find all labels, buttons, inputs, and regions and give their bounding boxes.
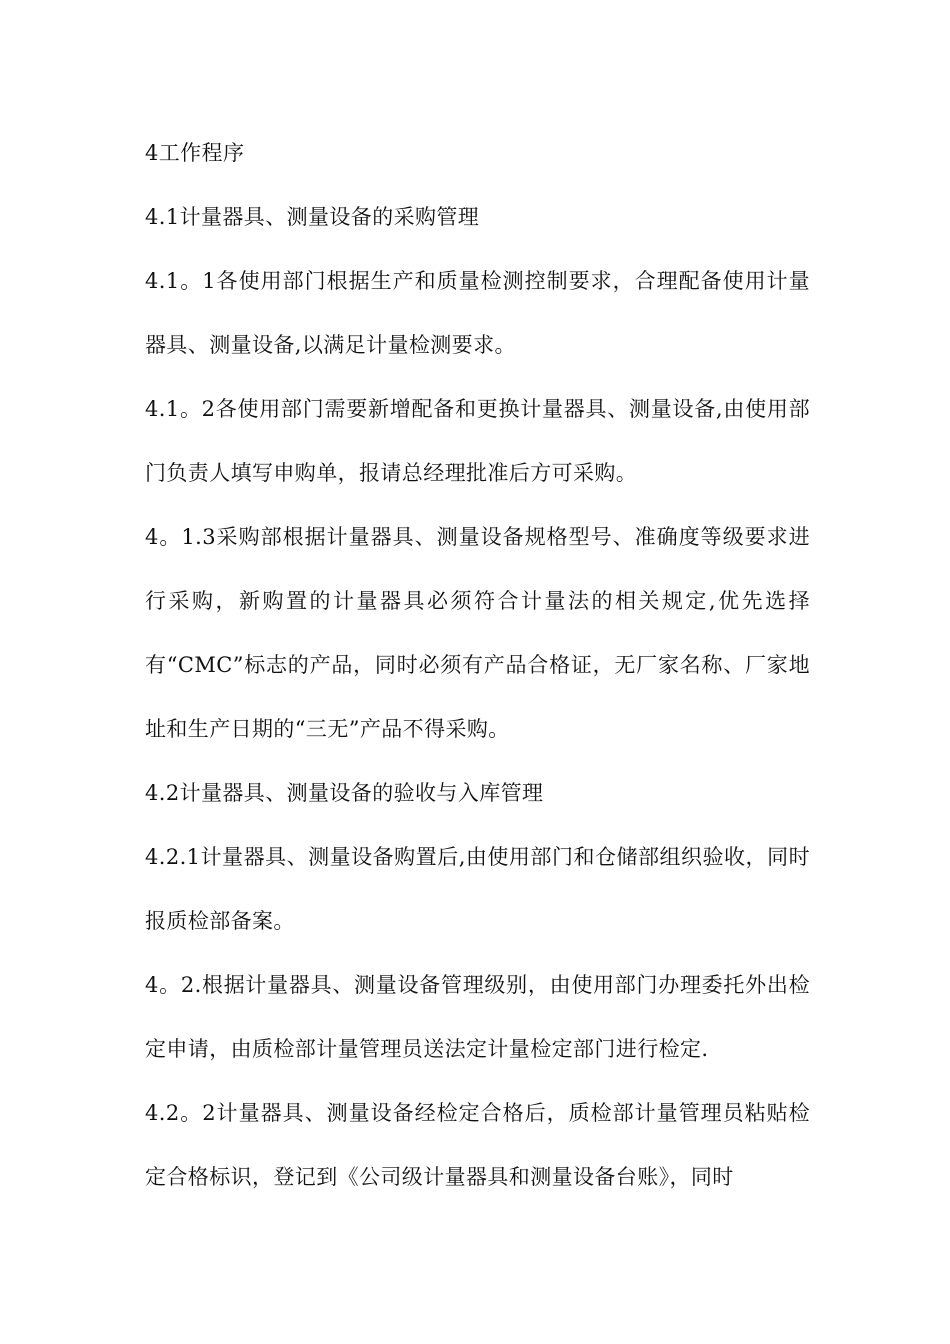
body-paragraph: 4.2。2计量器具、测量设备经检定合格后，质检部计量管理员粘贴检定合格标识，登记到《公司级计量器具和测量设备台账》，同时 bbox=[145, 1101, 810, 1189]
subsection-heading: 4.2计量器具、测量设备的验收与入库管理 bbox=[145, 781, 544, 805]
body-paragraph: 4.1。2各使用部门需要新增配备和更换计量器具、测量设备,由使用部门负责人填写申购单，报请总经理批准后方可采购。 bbox=[145, 397, 810, 485]
body-paragraph: 4。1.3采购部根据计量器具、测量设备规格型号、准确度等级要求进行采购，新购置的计量器具必须符合计量法的相关规定,优先选择有“CMC”标志的产品，同时必须有产品合格证，无厂家名称、厂家地址和生产日期的“三无”产品不得采购。 bbox=[145, 525, 810, 741]
body-paragraph: 4.2.1计量器具、测量设备购置后,由使用部门和仓储部组织验收，同时报质检部备案。 bbox=[145, 845, 810, 933]
subsection-heading: 4.1计量器具、测量设备的采购管理 bbox=[145, 205, 480, 229]
body-paragraph: 4。2.根据计量器具、测量设备管理级别，由使用部门办理委托外出检定申请，由质检部计量管理员送法定计量检定部门进行检定. bbox=[145, 973, 810, 1061]
section-heading: 4工作程序 bbox=[145, 141, 245, 165]
body-paragraph: 4.1。1各使用部门根据生产和质量检测控制要求，合理配备使用计量器具、测量设备,以满足计量检测要求。 bbox=[145, 269, 810, 357]
document-body bbox=[145, 121, 810, 1209]
